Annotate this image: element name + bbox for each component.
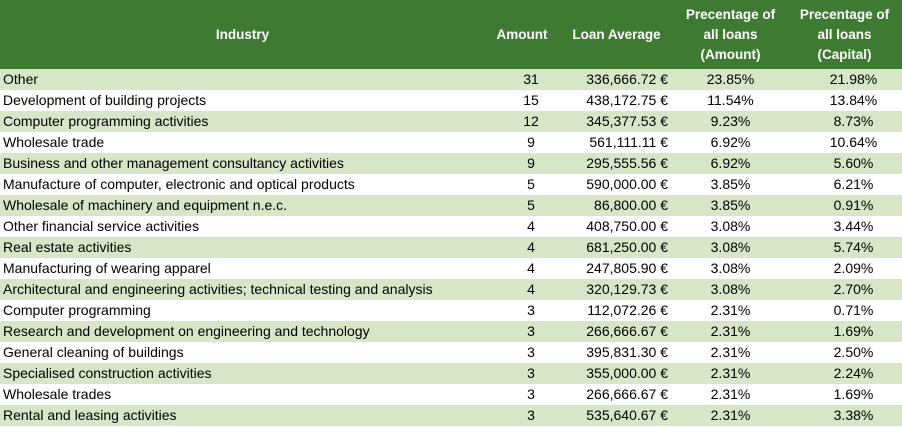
- industry-cell: General cleaning of buildings: [0, 342, 485, 363]
- table-row: [0, 153, 902, 174]
- percentage-capital-cell: 3.44%: [787, 216, 902, 237]
- industry-cell: Business and other management consultancy activities: [0, 153, 485, 174]
- loan-average-cell: 535,640.67 €: [559, 405, 674, 426]
- table-row: [0, 90, 902, 111]
- loan-average-cell: 408,750.00 €: [559, 216, 674, 237]
- percentage-amount-cell: 2.31%: [674, 321, 787, 342]
- loan-average-cell: 247,805.90 €: [559, 258, 674, 279]
- header-percentage-amount-line-2: all loans: [703, 26, 758, 42]
- amount-cell: 9: [485, 132, 559, 153]
- percentage-amount-cell: 6.92%: [674, 132, 787, 153]
- header-percentage-capital: [787, 0, 902, 69]
- header-amount: Amount: [485, 0, 559, 69]
- table-row: [0, 363, 902, 384]
- percentage-capital-cell: 2.50%: [787, 342, 902, 363]
- percentage-capital-cell: 2.09%: [787, 258, 902, 279]
- table-row: [0, 258, 902, 279]
- table-row: [0, 300, 902, 321]
- industry-cell: Research and development on engineering and technology: [0, 321, 485, 342]
- percentage-capital-cell: 2.70%: [787, 279, 902, 300]
- industry-cell: Development of building projects: [0, 90, 485, 111]
- percentage-capital-cell: 0.71%: [787, 300, 902, 321]
- amount-cell: 9: [485, 153, 559, 174]
- loan-average-cell: 681,250.00 €: [559, 237, 674, 258]
- percentage-amount-cell: 3.85%: [674, 195, 787, 216]
- table-row: [0, 132, 902, 153]
- percentage-capital-cell: 1.69%: [787, 384, 902, 405]
- table-row: [0, 174, 902, 195]
- table-row: [0, 405, 902, 426]
- industry-cell: Wholesale of machinery and equipment n.e.c.: [0, 195, 485, 216]
- loan-average-cell: 355,000.00 €: [559, 363, 674, 384]
- industry-cell: Computer programming activities: [0, 111, 485, 132]
- percentage-capital-cell: 1.69%: [787, 321, 902, 342]
- loan-average-cell: 320,129.73 €: [559, 279, 674, 300]
- table-row: [0, 195, 902, 216]
- header-percentage-amount-line-3: (Amount): [700, 46, 761, 62]
- industry-cell: Other financial service activities: [0, 216, 485, 237]
- industry-cell: Manufacture of computer, electronic and optical products: [0, 174, 485, 195]
- loan-average-cell: 336,666.72 €: [559, 69, 674, 90]
- amount-cell: 3: [485, 321, 559, 342]
- amount-cell: 4: [485, 279, 559, 300]
- amount-cell: 4: [485, 258, 559, 279]
- percentage-amount-cell: 11.54%: [674, 90, 787, 111]
- header-percentage-capital-line-1: Precentage of: [799, 6, 890, 22]
- percentage-capital-cell: 2.24%: [787, 363, 902, 384]
- industry-cell: Specialised construction activities: [0, 363, 485, 384]
- amount-cell: 3: [485, 300, 559, 321]
- loan-average-cell: 112,072.26 €: [559, 300, 674, 321]
- industry-cell: Computer programming: [0, 300, 485, 321]
- header-percentage-capital-line-2: all loans: [817, 26, 872, 42]
- header-percentage-amount: [674, 0, 787, 69]
- percentage-amount-cell: 2.31%: [674, 384, 787, 405]
- table-row: [0, 111, 902, 132]
- header-percentage-amount-line-1: Precentage of: [685, 6, 776, 22]
- industry-cell: Wholesale trade: [0, 132, 485, 153]
- percentage-amount-cell: 9.23%: [674, 111, 787, 132]
- header-percentage-capital-line-3: (Capital): [817, 46, 872, 62]
- percentage-amount-cell: 2.31%: [674, 405, 787, 426]
- table-row: [0, 216, 902, 237]
- percentage-capital-cell: 21.98%: [787, 69, 902, 90]
- header-loan-average: Loan Average: [559, 0, 674, 69]
- amount-cell: 15: [485, 90, 559, 111]
- amount-cell: 3: [485, 405, 559, 426]
- loan-average-cell: 395,831.30 €: [559, 342, 674, 363]
- amount-cell: 5: [485, 195, 559, 216]
- loan-average-cell: 561,111.11 €: [559, 132, 674, 153]
- amount-cell: 4: [485, 237, 559, 258]
- table-row: [0, 321, 902, 342]
- loan-average-cell: 295,555.56 €: [559, 153, 674, 174]
- loan-average-cell: 438,172.75 €: [559, 90, 674, 111]
- percentage-amount-cell: 2.31%: [674, 342, 787, 363]
- percentage-amount-cell: 3.08%: [674, 216, 787, 237]
- percentage-capital-cell: 13.84%: [787, 90, 902, 111]
- industry-cell: Architectural and engineering activities; technical testing and analysis: [0, 279, 485, 300]
- percentage-capital-cell: 10.64%: [787, 132, 902, 153]
- industry-cell: Wholesale trades: [0, 384, 485, 405]
- percentage-capital-cell: 0.91%: [787, 195, 902, 216]
- table-row: [0, 384, 902, 405]
- percentage-amount-cell: 23.85%: [674, 69, 787, 90]
- amount-cell: 3: [485, 363, 559, 384]
- percentage-capital-cell: 5.60%: [787, 153, 902, 174]
- amount-cell: 4: [485, 216, 559, 237]
- industry-cell: Rental and leasing activities: [0, 405, 485, 426]
- table-row: [0, 237, 902, 258]
- table-row: [0, 69, 902, 90]
- percentage-amount-cell: 3.08%: [674, 258, 787, 279]
- industry-cell: Real estate activities: [0, 237, 485, 258]
- header-row: [0, 0, 902, 69]
- percentage-capital-cell: 8.73%: [787, 111, 902, 132]
- table-row: [0, 279, 902, 300]
- loan-average-cell: 86,800.00 €: [559, 195, 674, 216]
- percentage-amount-cell: 6.92%: [674, 153, 787, 174]
- table-row: [0, 342, 902, 363]
- industry-cell: Manufacturing of wearing apparel: [0, 258, 485, 279]
- percentage-capital-cell: 6.21%: [787, 174, 902, 195]
- amount-cell: 3: [485, 384, 559, 405]
- loan-average-cell: 266,666.67 €: [559, 384, 674, 405]
- amount-cell: 5: [485, 174, 559, 195]
- header-industry: Industry: [0, 0, 485, 69]
- percentage-amount-cell: 2.31%: [674, 300, 787, 321]
- percentage-amount-cell: 3.85%: [674, 174, 787, 195]
- percentage-amount-cell: 3.08%: [674, 279, 787, 300]
- amount-cell: 12: [485, 111, 559, 132]
- percentage-amount-cell: 3.08%: [674, 237, 787, 258]
- percentage-amount-cell: 2.31%: [674, 363, 787, 384]
- amount-cell: 31: [485, 69, 559, 90]
- amount-cell: 3: [485, 342, 559, 363]
- percentage-capital-cell: 3.38%: [787, 405, 902, 426]
- loan-average-cell: 590,000.00 €: [559, 174, 674, 195]
- industry-cell: Other: [0, 69, 485, 90]
- loan-average-cell: 345,377.53 €: [559, 111, 674, 132]
- percentage-capital-cell: 5.74%: [787, 237, 902, 258]
- loan-average-cell: 266,666.67 €: [559, 321, 674, 342]
